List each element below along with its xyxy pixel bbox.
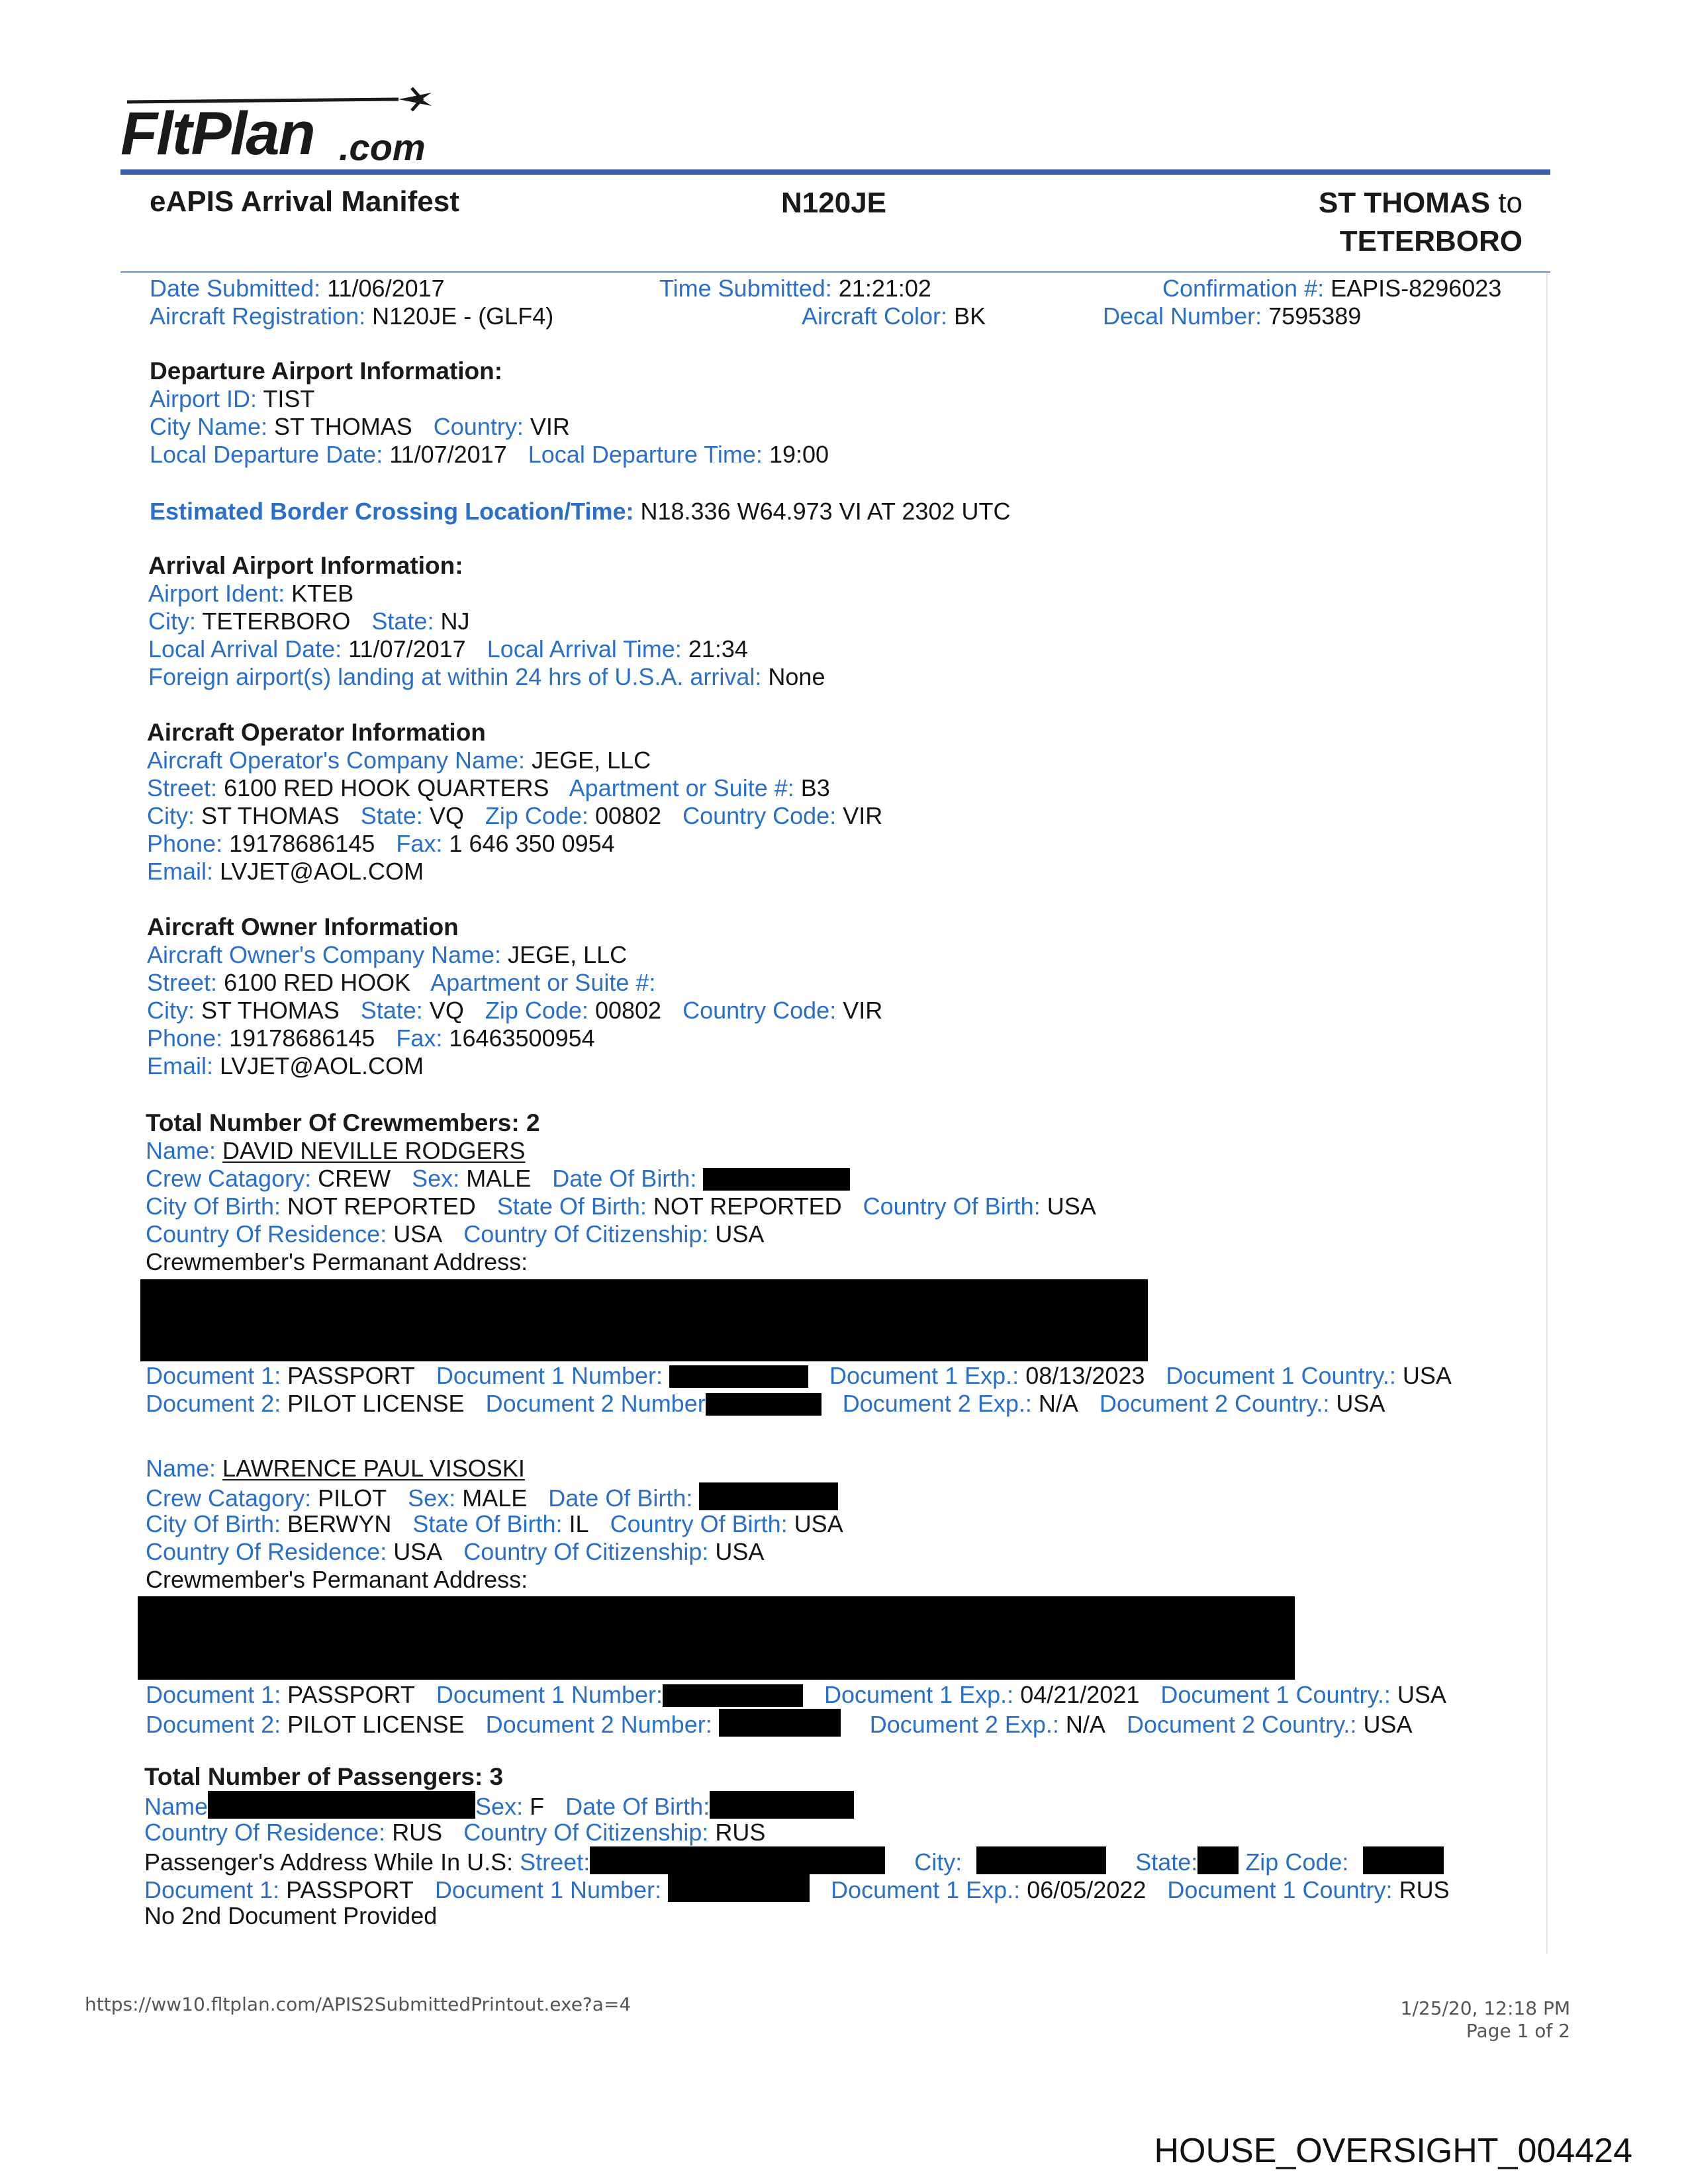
arrival-city-label: City:: [148, 608, 196, 635]
departure-airport-label: Airport ID:: [150, 385, 258, 412]
border-crossing-label: Estimated Border Crossing Location/Time:: [150, 498, 634, 525]
crew1-citizenship: USA: [715, 1220, 765, 1248]
operator-section: [147, 719, 1471, 891]
crew2-doc2: PILOT LICENSE: [287, 1711, 465, 1738]
crew1-category: CREW: [318, 1165, 391, 1192]
decal-label: Decal Number:: [1103, 302, 1262, 330]
operator-state: VQ: [429, 802, 464, 829]
crew1-address-redaction: [140, 1279, 1148, 1361]
owner-company-label: Aircraft Owner's Company Name:: [147, 941, 502, 968]
crew2-country-of-birth: USA: [794, 1510, 843, 1537]
operator-zip: 00802: [594, 802, 662, 829]
passenger-sex: F: [530, 1793, 545, 1820]
crew1-doc2-country-label: Document 2 Country.:: [1099, 1390, 1330, 1417]
arrival-state: NJ: [440, 608, 470, 635]
crew2-dob-redaction: [699, 1482, 838, 1510]
passenger-doc1-number-redaction: [668, 1874, 810, 1902]
crew1-country-of-birth-label: Country Of Birth:: [863, 1193, 1041, 1220]
crew2-doc2-country-label: Document 2 Country.:: [1126, 1711, 1357, 1738]
operator-heading: Aircraft Operator Information: [147, 719, 486, 746]
crew2-state-of-birth: IL: [569, 1510, 589, 1537]
crew2-doc2-number-label: Document 2 Number:: [485, 1711, 712, 1738]
crew2-citizenship-label: Country Of Citizenship:: [463, 1538, 709, 1565]
crew2-doc1-number-redaction: [663, 1684, 803, 1707]
operator-phone: 19178686145: [229, 830, 375, 857]
logo-text: FltPlan: [120, 100, 314, 167]
operator-phone-label: Phone:: [147, 830, 223, 857]
crew1-state-of-birth: NOT REPORTED: [653, 1193, 842, 1220]
passenger-citizenship: RUS: [715, 1819, 766, 1846]
footer-url[interactable]: https://ww10.fltplan.com/APIS2SubmittedPrintout.exe?a=4: [85, 1993, 632, 2015]
crew2-category: PILOT: [318, 1484, 387, 1512]
crew1-doc2: PILOT LICENSE: [287, 1390, 465, 1417]
crew1-doc1-number-label: Document 1 Number:: [436, 1362, 663, 1389]
arrival-heading: Arrival Airport Information:: [148, 552, 463, 579]
arrival-state-label: State:: [371, 608, 434, 635]
passenger-name-label: Name: [144, 1793, 209, 1820]
crew2-state-of-birth-label: State Of Birth:: [412, 1510, 563, 1537]
passenger-doc1-number-label: Document 1 Number:: [434, 1876, 662, 1903]
passenger-name-redaction: [208, 1791, 475, 1819]
owner-state: VQ: [429, 997, 464, 1024]
operator-street-label: Street:: [147, 774, 218, 801]
crew2-doc1-exp: 04/21/2021: [1020, 1681, 1140, 1708]
passenger-street-redaction: [590, 1846, 885, 1874]
owner-country-code-label: Country Code:: [682, 997, 837, 1024]
crew1-name-label: Name:: [146, 1137, 216, 1164]
crew1-citizenship-label: Country Of Citizenship:: [463, 1220, 709, 1248]
crew1-country-of-birth: USA: [1047, 1193, 1096, 1220]
crew2-sex: MALE: [462, 1484, 528, 1512]
arrival-time-label: Local Arrival Time:: [487, 635, 682, 662]
operator-zip-label: Zip Code:: [485, 802, 588, 829]
crew1-doc1-label: Document 1:: [146, 1362, 281, 1389]
bates-number: HOUSE_OVERSIGHT_004424: [1154, 2132, 1632, 2170]
tail-number: N120JE: [781, 187, 887, 219]
operator-street: 6100 RED HOOK QUARTERS: [224, 774, 549, 801]
operator-state-label: State:: [360, 802, 423, 829]
owner-country-code: VIR: [843, 997, 883, 1024]
crew1-doc2-exp: N/A: [1038, 1390, 1078, 1417]
operator-country-code-label: Country Code:: [682, 802, 837, 829]
crew1-doc1-number-redaction: [669, 1365, 808, 1388]
crew2-doc2-country: USA: [1363, 1711, 1413, 1738]
passenger-residence: RUS: [392, 1819, 443, 1846]
crew2-section: [146, 1455, 1536, 1746]
operator-company-label: Aircraft Operator's Company Name:: [147, 747, 526, 774]
owner-street-label: Street:: [147, 969, 218, 996]
owner-city: ST THOMAS: [201, 997, 340, 1024]
route-to: to: [1498, 187, 1523, 219]
owner-phone-label: Phone:: [147, 1024, 223, 1052]
passenger-dob-redaction: [710, 1791, 854, 1819]
passenger-no-doc2: No 2nd Document Provided: [144, 1902, 438, 1929]
crew1-sex: MALE: [466, 1165, 532, 1192]
fltplan-logo: [120, 85, 451, 171]
owner-city-label: City:: [147, 997, 195, 1024]
crew2-city-of-birth: BERWYN: [287, 1510, 392, 1537]
crew1-residence-label: Country Of Residence:: [146, 1220, 387, 1248]
foreign-airports: None: [768, 663, 825, 690]
crew1-doc2-number-label: Document 2 Number: [485, 1390, 706, 1417]
crew2-citizenship: USA: [715, 1538, 765, 1565]
border-crossing-value: N18.336 W64.973 VI AT 2302 UTC: [640, 498, 1011, 525]
passenger-state-redaction: [1197, 1846, 1239, 1874]
crew2-name: LAWRENCE PAUL VISOSKI: [222, 1455, 525, 1482]
operator-email: LVJET@AOL.COM: [220, 858, 424, 885]
time-submitted-label: Time Submitted:: [659, 275, 832, 302]
crew1-doc1-country: USA: [1402, 1362, 1452, 1389]
departure-country: VIR: [530, 413, 570, 440]
owner-phone: 19178686145: [229, 1024, 375, 1052]
departure-time-label: Local Departure Time:: [528, 441, 763, 468]
crew2-doc2-label: Document 2:: [146, 1711, 281, 1738]
crew1-doc1: PASSPORT: [287, 1362, 415, 1389]
crew1-doc2-country: USA: [1336, 1390, 1385, 1417]
crew1-city-of-birth: NOT REPORTED: [287, 1193, 476, 1220]
aircraft-color: BK: [954, 302, 986, 330]
crew1-doc2-number-redaction: [706, 1393, 821, 1416]
header-subrule: [120, 271, 1550, 273]
departure-section: [150, 357, 1474, 477]
owner-state-label: State:: [360, 997, 423, 1024]
route-origin: ST THOMAS: [1318, 187, 1491, 219]
departure-country-label: Country:: [433, 413, 524, 440]
passenger-zip-redaction: [1363, 1846, 1444, 1874]
manifest-title: eAPIS Arrival Manifest: [150, 185, 459, 218]
confirmation-number: EAPIS-8296023: [1331, 275, 1502, 302]
crew2-doc1-country-label: Document 1 Country.:: [1160, 1681, 1391, 1708]
owner-zip: 00802: [594, 997, 662, 1024]
owner-section: [147, 913, 1471, 1085]
operator-apt-label: Apartment or Suite #:: [569, 774, 794, 801]
crew-section: [146, 1109, 1536, 1427]
owner-company: JEGE, LLC: [508, 941, 628, 968]
passenger-address-label: Passenger's Address While In U.S:: [144, 1848, 514, 1876]
logo-suffix: .com: [339, 126, 426, 168]
decal-number: 7595389: [1268, 302, 1362, 330]
crew2-country-of-birth-label: Country Of Birth:: [610, 1510, 788, 1537]
registration-label: Aircraft Registration:: [150, 302, 366, 330]
crew2-address-label: Crewmember's Permanant Address:: [146, 1566, 528, 1593]
operator-apt: B3: [800, 774, 830, 801]
crew1-name: DAVID NEVILLE RODGERS: [222, 1137, 526, 1164]
crew1-state-of-birth-label: State Of Birth:: [496, 1193, 647, 1220]
crew2-address-redaction: [138, 1596, 1295, 1680]
crew2-sex-label: Sex:: [408, 1484, 456, 1512]
operator-city: ST THOMAS: [201, 802, 340, 829]
crew2-doc1-number-label: Document 1 Number:: [436, 1681, 663, 1708]
aircraft-color-label: Aircraft Color:: [802, 302, 948, 330]
footer-timestamp: 1/25/20, 12:18 PM: [1400, 1997, 1570, 2019]
passenger-city-redaction: [976, 1846, 1106, 1874]
owner-fax-label: Fax:: [396, 1024, 443, 1052]
crew1-residence: USA: [393, 1220, 443, 1248]
departure-city: ST THOMAS: [274, 413, 412, 440]
departure-time: 19:00: [769, 441, 829, 468]
departure-heading: Departure Airport Information:: [150, 357, 503, 385]
crew2-residence-label: Country Of Residence:: [146, 1538, 387, 1565]
crew2-dob-label: Date Of Birth:: [548, 1484, 693, 1512]
crew2-residence: USA: [393, 1538, 443, 1565]
crew1-doc2-label: Document 2:: [146, 1390, 281, 1417]
departure-date-label: Local Departure Date:: [150, 441, 383, 468]
crew2-doc1-country: USA: [1397, 1681, 1446, 1708]
arrival-airport: KTEB: [291, 580, 354, 607]
crew1-sex-label: Sex:: [412, 1165, 460, 1192]
crew2-doc2-exp-label: Document 2 Exp.:: [869, 1711, 1059, 1738]
confirmation-label: Confirmation #:: [1162, 275, 1325, 302]
departure-city-label: City Name:: [150, 413, 268, 440]
crew2-doc2-exp: N/A: [1065, 1711, 1105, 1738]
arrival-section: [148, 552, 1472, 698]
passenger-doc1-exp-label: Document 1 Exp.:: [831, 1876, 1021, 1903]
registration: N120JE - (GLF4): [372, 302, 554, 330]
footer-page: Page 1 of 2: [1466, 2020, 1570, 2042]
crew1-dob-redaction: [703, 1168, 850, 1191]
crew1-doc1-exp: 08/13/2023: [1025, 1362, 1145, 1389]
passenger-residence-label: Country Of Residence:: [144, 1819, 386, 1846]
operator-company: JEGE, LLC: [532, 747, 651, 774]
passenger-city-label: City:: [914, 1848, 962, 1876]
passenger-citizenship-label: Country Of Citizenship:: [463, 1819, 709, 1846]
crew1-city-of-birth-label: City Of Birth:: [146, 1193, 281, 1220]
crew1-dob-label: Date Of Birth:: [552, 1165, 697, 1192]
right-page-border: [1546, 273, 1548, 1954]
owner-email-label: Email:: [147, 1052, 214, 1079]
crew2-city-of-birth-label: City Of Birth:: [146, 1510, 281, 1537]
departure-date: 11/07/2017: [389, 441, 507, 468]
owner-email: LVJET@AOL.COM: [220, 1052, 424, 1079]
owner-street: 6100 RED HOOK: [224, 969, 411, 996]
crew2-doc1-exp-label: Document 1 Exp.:: [824, 1681, 1014, 1708]
owner-zip-label: Zip Code:: [485, 997, 588, 1024]
operator-city-label: City:: [147, 802, 195, 829]
border-crossing: [150, 498, 1010, 525]
passengers-section: [144, 1763, 1534, 1935]
passenger-state-label: State:: [1135, 1848, 1198, 1876]
crew2-name-label: Name:: [146, 1455, 216, 1482]
passenger-sex-label: Sex:: [475, 1793, 524, 1820]
owner-fax: 16463500954: [449, 1024, 595, 1052]
submission-block: [150, 275, 1540, 334]
passengers-heading: Total Number of Passengers: 3: [144, 1763, 504, 1790]
passenger-doc1-label: Document 1:: [144, 1876, 280, 1903]
crew1-doc2-exp-label: Document 2 Exp.:: [842, 1390, 1032, 1417]
arrival-time: 21:34: [688, 635, 748, 662]
arrival-airport-label: Airport Ident:: [148, 580, 285, 607]
operator-country-code: VIR: [843, 802, 883, 829]
crew1-doc1-country-label: Document 1 Country.:: [1166, 1362, 1396, 1389]
crew1-doc1-exp-label: Document 1 Exp.:: [829, 1362, 1019, 1389]
arrival-date: 11/07/2017: [348, 635, 466, 662]
crew2-doc1-label: Document 1:: [146, 1681, 281, 1708]
operator-email-label: Email:: [147, 858, 214, 885]
crew-heading: Total Number Of Crewmembers: 2: [146, 1109, 540, 1136]
crew1-address-label: Crewmember's Permanant Address:: [146, 1248, 528, 1275]
owner-heading: Aircraft Owner Information: [147, 913, 459, 940]
passenger-doc1-exp: 06/05/2022: [1027, 1876, 1147, 1903]
passenger-street-label: Street:: [520, 1848, 590, 1876]
header-rule: [120, 169, 1550, 175]
crew1-category-label: Crew Catagory:: [146, 1165, 312, 1192]
crew2-category-label: Crew Catagory:: [146, 1484, 312, 1512]
operator-fax-label: Fax:: [396, 830, 443, 857]
arrival-city: TETERBORO: [202, 608, 351, 635]
crew2-doc1: PASSPORT: [287, 1681, 415, 1708]
date-submitted: 11/06/2017: [327, 275, 445, 302]
passenger-doc1-country-label: Document 1 Country:: [1167, 1876, 1393, 1903]
arrival-date-label: Local Arrival Date:: [148, 635, 342, 662]
time-submitted: 21:21:02: [838, 275, 931, 302]
passenger-zip-label: Zip Code:: [1245, 1848, 1349, 1876]
date-submitted-label: Date Submitted:: [150, 275, 321, 302]
passenger-doc1: PASSPORT: [286, 1876, 414, 1903]
crew2-doc2-number-redaction: [719, 1709, 841, 1737]
route-line1: [1319, 187, 1523, 220]
passenger-doc1-country: RUS: [1399, 1876, 1450, 1903]
passenger-dob-label: Date Of Birth:: [565, 1793, 710, 1820]
operator-fax: 1 646 350 0954: [449, 830, 615, 857]
foreign-airports-label: Foreign airport(s) landing at within 24 hrs of U.S.A. arrival:: [148, 663, 762, 690]
departure-airport: TIST: [263, 385, 315, 412]
route-destination: TETERBORO: [1339, 225, 1523, 257]
owner-apt-label: Apartment or Suite #:: [430, 969, 656, 996]
